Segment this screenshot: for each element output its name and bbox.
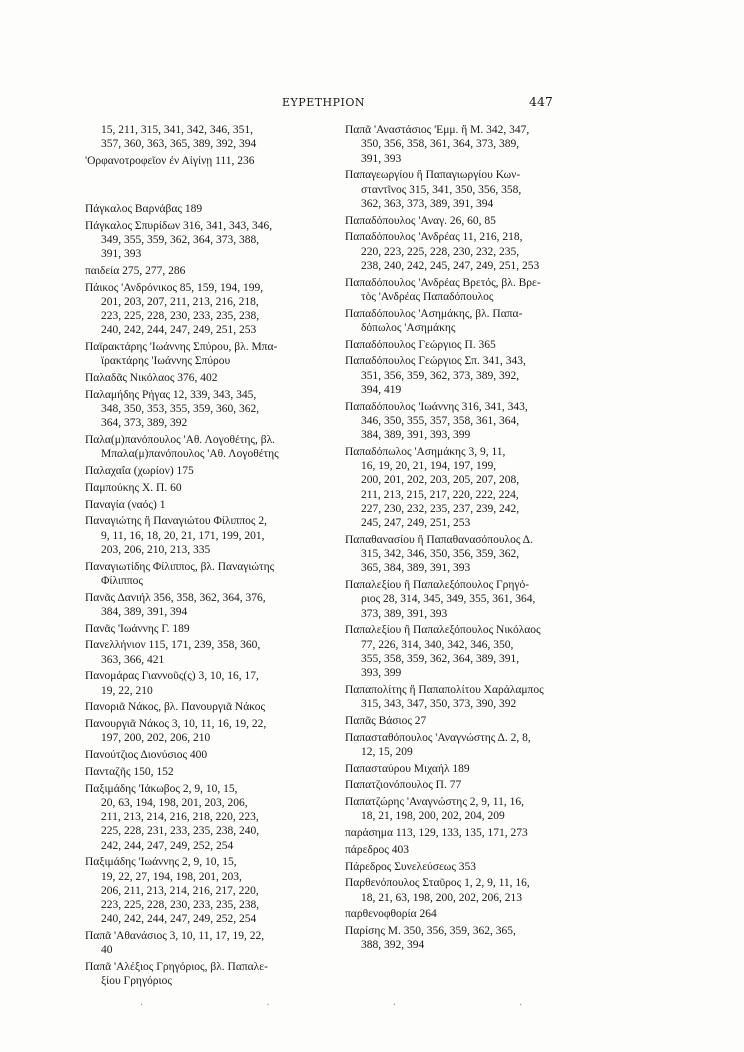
index-entry-continuation: 19, 22, 210 — [101, 684, 153, 697]
index-entry — [85, 638, 330, 667]
index-entry-headline: Παπαθανασίου ἢ Παπαθανασόπουλος Δ. — [345, 533, 533, 546]
index-entry-headline: Παπαλεξίου ἢ Παπαλεξόπουλος Νικόλαος — [345, 624, 541, 637]
index-entry-continuation: ϊρακτάρης 'Ιωάννης Σπύρου — [101, 355, 231, 368]
index-entry-headline: Παπαγεωργίου ἢ Παπαγιωργίου Κων- — [345, 169, 521, 182]
index-entry-headline: 15, 211, 315, 341, 342, 346, 351, — [101, 124, 253, 136]
index-entry — [85, 782, 330, 853]
index-entry — [345, 214, 585, 228]
index-entry-continuation: Μπαλα(μ)πανόπουλος 'Αθ. Λογοθέτης — [101, 448, 279, 461]
index-entry-continuation: 391, 393 — [101, 248, 142, 260]
index-entry-headline: Πανᾶς Δανιήλ 356, 358, 362, 364, 376, — [85, 591, 266, 604]
index-column-right — [345, 123, 585, 955]
index-entry-headline: Παπασταθόπουλος 'Αναγνώστης Δ. 2, 8, — [345, 731, 531, 744]
index-entry-continuation: 391, 393 — [361, 152, 402, 165]
index-entry-headline: Παπαδόπουλος 'Ανδρέας Βρετός, βλ. Βρε- — [345, 276, 541, 289]
index-entry-continuation: 227, 230, 232, 235, 237, 239, 242, — [361, 502, 520, 515]
index-entry — [345, 533, 585, 576]
index-entry — [345, 843, 585, 857]
index-entry — [85, 281, 330, 338]
index-entry-continuation: 19, 22, 27, 194, 198, 201, 203, — [101, 870, 242, 883]
index-entry-headline: Παπατζώρης 'Αναγνώστης 2, 9, 11, 16, — [345, 796, 524, 808]
index-entry-headline: 'Ορφανοτροφεῖον ἐν Αἰγίνῃ 111, 236 — [85, 155, 255, 167]
index-entry — [85, 669, 330, 698]
index-entry-headline: Πάγκαλος Σπυρίδων 316, 341, 343, 346, — [85, 219, 273, 232]
index-entry-continuation: 393, 399 — [361, 667, 402, 679]
index-entry — [85, 264, 330, 278]
index-entry — [345, 123, 585, 166]
index-entry — [345, 683, 585, 712]
index-entry-headline: Παπᾶς Βάσιος 27 — [345, 714, 427, 727]
index-entry-headline: Πάρεδρος Συνελεύσεως 353 — [345, 860, 477, 873]
index-entry-continuation: 362, 363, 373, 389, 391, 394 — [361, 197, 494, 210]
index-entry-headline: Παπαδόπουλος Γεώργιος Π. 365 — [345, 338, 496, 351]
index-entry-continuation: 242, 244, 247, 249, 252, 254 — [101, 839, 234, 852]
index-entry-headline: Παπαλεξίου ἢ Παπαλεξόπουλος Γρηγό- — [345, 579, 530, 591]
index-entry — [85, 433, 330, 462]
index-entry-continuation: τὸς 'Ανδρέας Παπαδόπουλος — [361, 290, 494, 303]
index-entry-continuation: 238, 240, 242, 245, 247, 249, 251, 253 — [361, 259, 540, 272]
index-entry-continuation: ριος 28, 314, 345, 349, 355, 361, 364, — [361, 593, 536, 606]
index-entry-continuation: 206, 211, 213, 214, 216, 217, 220, — [101, 884, 259, 897]
index-entry-continuation: 211, 213, 215, 217, 220, 222, 224, — [361, 488, 519, 501]
index-entry-headline: Παπαδόπουλος 'Ανδρέας 11, 216, 218, — [345, 231, 523, 244]
index-entry-headline: Παπαδόπουλος 'Ασημάκης, βλ. Παπα- — [345, 307, 523, 320]
index-entry — [85, 123, 330, 152]
page-speckles: · · · · — [140, 1000, 583, 1011]
index-entry-continuation: 200, 201, 202, 203, 205, 207, 208, — [361, 474, 520, 487]
index-entry-headline: παράσημα 113, 129, 133, 135, 171, 273 — [345, 827, 528, 839]
index-entry-continuation: 394, 419 — [361, 383, 402, 396]
index-entry-headline: Παπαπολίτης ἢ Παπαπολίτου Χαράλαμπος — [345, 683, 544, 696]
index-entry-headline: Παμπούκης Χ. Π. 60 — [85, 481, 182, 494]
index-entry-continuation: 348, 350, 353, 355, 359, 360, 362, — [101, 403, 260, 415]
index-entry — [85, 560, 330, 589]
section-gap — [85, 171, 330, 202]
page-title: ΕΥΡΕΤΗΡΙΟΝ — [282, 96, 366, 109]
index-entry-continuation: δόπωλος 'Ασημάκης — [361, 321, 456, 334]
index-entry-continuation: 245, 247, 249, 251, 253 — [361, 517, 471, 529]
index-entry — [85, 748, 330, 762]
index-entry — [345, 731, 585, 760]
index-entry-continuation: 197, 200, 202, 206, 210 — [101, 732, 211, 745]
index-entry — [85, 960, 330, 989]
index-entry-continuation: 373, 389, 391, 393 — [361, 607, 448, 620]
index-entry-continuation: 240, 242, 244, 247, 249, 252, 254 — [101, 913, 257, 926]
index-entry-headline: Παναγιώτης ἢ Παναγιώτου Φίλιππος 2, — [85, 515, 267, 528]
index-entry — [345, 338, 585, 352]
index-entry-headline: Παλα(μ)πανόπουλος 'Αθ. Λογοθέτης, βλ. — [85, 434, 276, 446]
index-entry-headline: Πανοριᾶ Νάκος, βλ. Πανουργιᾶ Νάκος — [85, 701, 266, 714]
index-column-left — [85, 123, 330, 991]
index-entry-continuation: 315, 342, 346, 350, 356, 359, 362, — [361, 548, 520, 560]
index-entry — [85, 855, 330, 926]
index-entry — [85, 340, 330, 369]
index-entry-continuation: 365, 384, 389, 391, 393 — [361, 562, 471, 575]
index-entry-continuation: 225, 228, 231, 233, 235, 238, 240, — [101, 825, 260, 838]
index-entry-continuation: 350, 356, 358, 361, 364, 373, 389, — [361, 138, 520, 151]
index-entry-headline: Πανομάρας Γιαννοῦς(ς) 3, 10, 16, 17, — [85, 670, 259, 683]
index-entry-headline: Πανελλήνιον 115, 171, 239, 358, 360, — [85, 639, 261, 652]
index-entry-continuation: 346, 350, 355, 357, 358, 361, 364, — [361, 414, 520, 427]
index-entry-continuation: 12, 15, 209 — [361, 745, 413, 758]
index-entry — [85, 717, 330, 746]
index-entry — [345, 168, 585, 211]
index-entry-continuation: 364, 373, 389, 392 — [101, 417, 188, 430]
index-entry-headline: Πανᾶς 'Ιωάννης Γ. 189 — [85, 622, 190, 635]
index-entry — [85, 591, 330, 620]
index-entry-headline: Παπασταύρου Μιχαήλ 189 — [345, 762, 470, 775]
index-entry-headline: Παπαδόπουλος 'Αναγ. 26, 60, 85 — [345, 214, 496, 227]
index-entry-continuation: 20, 63, 194, 198, 201, 203, 206, — [101, 796, 248, 809]
index-entry-continuation: 16, 19, 20, 21, 194, 197, 199, — [361, 460, 497, 472]
index-entry-headline: Παξιμάδης 'Ιάκωβος 2, 9, 10, 15, — [85, 782, 238, 795]
index-entry-headline: Πανταζῆς 150, 152 — [85, 765, 174, 778]
index-entry-continuation: 223, 225, 228, 230, 233, 235, 238, — [101, 310, 260, 322]
index-entry — [345, 445, 585, 531]
index-entry-headline: Πάικος 'Ανδρόνικος 85, 159, 194, 199, — [85, 281, 264, 294]
index-entry-headline: Πανουργιᾶ Νάκος 3, 10, 11, 16, 19, 22, — [85, 718, 267, 730]
index-entry-headline: Παπᾶ 'Αναστάσιος 'Εμμ. ἢ Μ. 342, 347, — [345, 124, 530, 136]
index-entry-continuation: 315, 343, 347, 350, 373, 390, 392 — [361, 698, 517, 710]
index-entry-continuation: 40 — [101, 944, 113, 957]
index-entry — [85, 514, 330, 557]
index-entry-headline: Παναγία (ναός) 1 — [85, 498, 166, 511]
index-entry — [345, 876, 585, 905]
index-entry — [345, 400, 585, 443]
index-entry-continuation: 384, 389, 391, 394 — [101, 605, 188, 618]
index-entry — [345, 778, 585, 792]
index-entry-headline: Παπᾶ 'Αλέξιος Γρηγόριος, βλ. Παπαλε- — [85, 961, 268, 973]
index-entry-headline: Παλαχαΐα (χωρίον) 175 — [85, 465, 194, 477]
index-entry — [345, 276, 585, 305]
index-entry-continuation: 363, 366, 421 — [101, 653, 165, 666]
index-entry — [345, 860, 585, 874]
index-entry-headline: Πανούτζιος Διονύσιος 400 — [85, 749, 208, 761]
index-entry-continuation: 349, 355, 359, 362, 364, 373, 388, — [101, 233, 260, 246]
index-entry-headline: Πάγκαλος Βαρνάβας 189 — [85, 202, 203, 215]
index-entry — [85, 622, 330, 636]
index-entry — [345, 795, 585, 824]
index-entry — [85, 700, 330, 714]
index-entry-continuation: 18, 21, 198, 200, 202, 204, 209 — [361, 810, 505, 823]
index-entry — [345, 230, 585, 273]
index-entry-continuation: 357, 360, 363, 365, 389, 392, 394 — [101, 138, 257, 151]
index-entry — [345, 307, 585, 336]
index-entry — [345, 623, 585, 680]
index-entry-continuation: σταντῖνος 315, 341, 350, 356, 358, — [361, 183, 522, 196]
index-entry-headline: Παξιμάδης 'Ιωάννης 2, 9, 10, 15, — [85, 856, 237, 869]
index-entry-continuation: 203, 206, 210, 213, 335 — [101, 543, 211, 556]
page-number: 447 — [529, 94, 553, 109]
index-entry-continuation: 384, 389, 391, 393, 399 — [361, 429, 471, 441]
index-entry — [85, 219, 330, 262]
index-entry — [85, 388, 330, 431]
index-entry-headline: Παπᾶ 'Αθανάσιος 3, 10, 11, 17, 19, 22, — [85, 930, 265, 942]
index-entry-continuation: ξίου Γρηγόριος — [101, 975, 172, 988]
index-entry — [345, 826, 585, 840]
index-entry-continuation: 351, 356, 359, 362, 373, 389, 392, — [361, 369, 520, 382]
index-entry — [85, 929, 330, 958]
index-entry-headline: Παναγιωτίδης Φίλιππος, βλ. Παναγιώτης — [85, 560, 275, 573]
index-entry-headline: Παρθενόπουλος Σταῦρος 1, 2, 9, 11, 16, — [345, 877, 530, 890]
index-entry-headline: πάρεδρος 403 — [345, 843, 409, 856]
index-entry-headline: παιδεία 275, 277, 286 — [85, 264, 186, 277]
index-entry-headline: Παπαδόπουλος Γεώργιος Σπ. 341, 343, — [345, 355, 526, 368]
index-entry-continuation: 223, 225, 228, 230, 233, 235, 238, — [101, 899, 260, 911]
index-entry — [345, 762, 585, 776]
index-entry — [85, 498, 330, 512]
index-entry-continuation: 240, 242, 244, 247, 249, 251, 253 — [101, 324, 257, 337]
index-entry-headline: Παλαδᾶς Νικόλαος 376, 402 — [85, 372, 218, 384]
index-entry-continuation: 211, 213, 214, 216, 218, 220, 223, — [101, 811, 259, 823]
index-entry — [345, 907, 585, 921]
index-entry-continuation: 388, 392, 394 — [361, 939, 425, 952]
index-entry-continuation: 18, 21, 63, 198, 200, 202, 206, 213 — [361, 891, 522, 904]
index-entry-continuation: Φίλιππος — [101, 574, 143, 587]
index-entry-continuation: 77, 226, 314, 340, 342, 346, 350, — [361, 638, 514, 651]
index-entry — [345, 714, 585, 728]
index-entry-headline: Παπατζιονόπουλος Π. 77 — [345, 779, 462, 792]
index-entry-continuation: 220, 223, 225, 228, 230, 232, 235, — [361, 245, 520, 258]
index-entry-headline: Παρίσης Μ. 350, 356, 359, 362, 365, — [345, 925, 516, 937]
index-entry-continuation: 9, 11, 16, 18, 20, 21, 171, 199, 201, — [101, 529, 265, 542]
index-entry-headline: Παπαδόπωλος 'Ασημάκης 3, 9, 11, — [345, 445, 506, 458]
index-entry — [85, 371, 330, 385]
index-entry — [85, 202, 330, 216]
index-entry — [345, 924, 585, 953]
index-entry-headline: Παϊρακτάρης 'Ιωάννης Σπύρου, βλ. Μπα- — [85, 341, 278, 353]
index-entry — [85, 154, 330, 168]
index-entry-headline: παρθενοφθορία 264 — [345, 908, 437, 921]
index-entry-headline: Παλαμήδης Ρήγας 12, 339, 343, 345, — [85, 388, 257, 401]
index-entry — [345, 578, 585, 621]
index-entry-headline: Παπαδόπουλος 'Ιωάννης 316, 341, 343, — [345, 400, 528, 413]
index-entry — [85, 464, 330, 478]
index-entry-continuation: 201, 203, 207, 211, 213, 216, 218, — [101, 295, 259, 308]
index-entry — [85, 765, 330, 779]
index-entry — [85, 481, 330, 495]
index-entry — [345, 354, 585, 397]
index-entry-continuation: 355, 358, 359, 362, 364, 389, 391, — [361, 652, 520, 665]
